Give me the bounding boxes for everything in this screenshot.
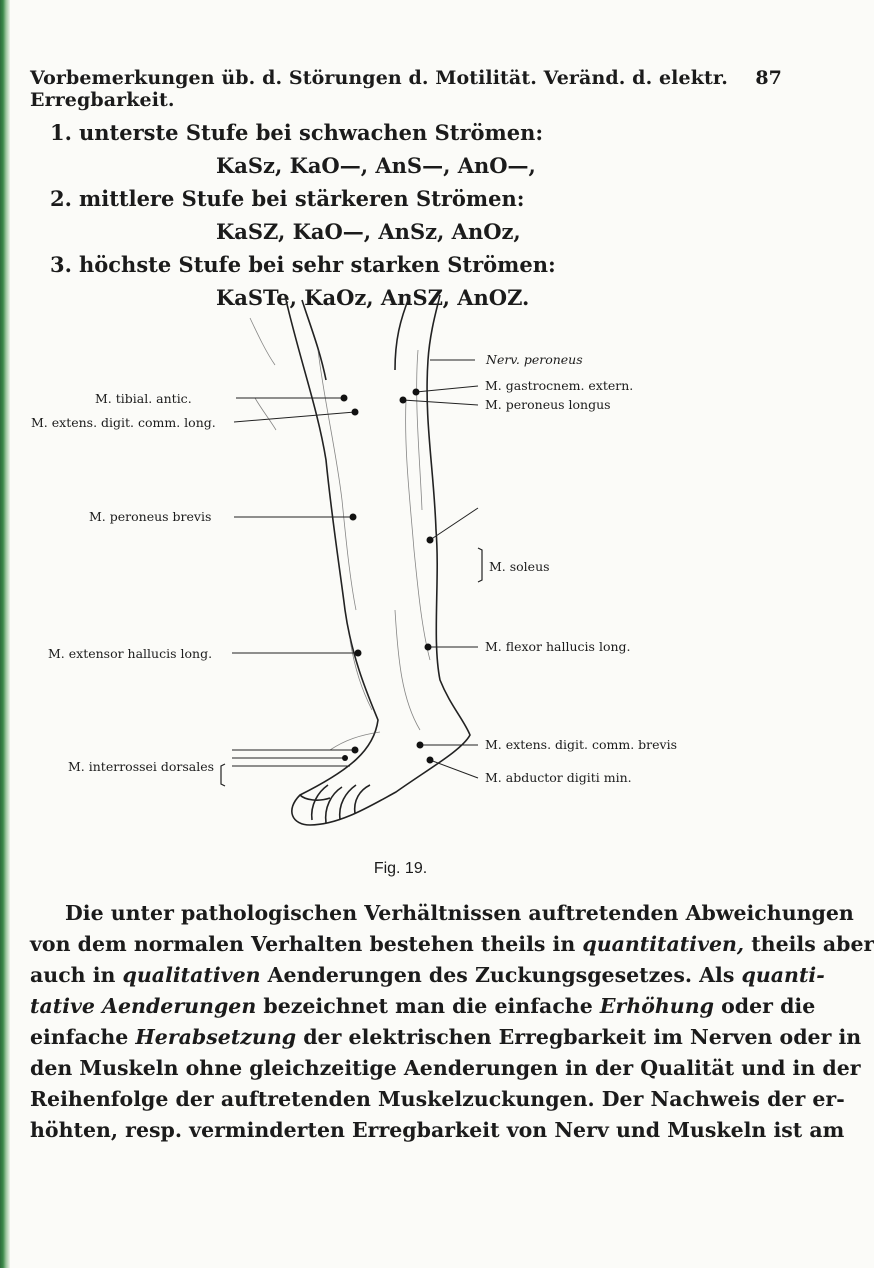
page-header (30, 67, 782, 111)
paragraph-line: einfache Herabsetzung der elektrischen Erregbarkeit im Nerven oder in (30, 1025, 862, 1049)
formula: KaSTe, KaOz, AnSZ, AnOZ. (216, 285, 530, 310)
figure-caption: Fig. 19. (373, 860, 428, 877)
label-flexor-hallucis: M. flexor hallucis long. (485, 639, 631, 654)
formula: KaSZ, KaO—, AnSz, AnOz, (216, 219, 521, 244)
running-title: Vorbemerkungen üb. d. Störungen d. Motilität. Veränd. d. elektr. Erregbarkeit. (30, 67, 728, 111)
paragraph-line: höhten, resp. verminderten Erregbarkeit von Nerv und Muskeln ist am (30, 1118, 845, 1142)
label-tibial: M. tibial. antic. (95, 391, 192, 406)
label-abductor: M. abductor digiti min. (485, 770, 632, 785)
label-soleus: M. soleus (489, 559, 550, 574)
paragraph-line: Reihenfolge der auftretenden Muskelzuckungen. Der Nachweis der er- (30, 1087, 845, 1111)
paragraph-line: von dem normalen Verhalten bestehen theils in quantitativen, theils aber (30, 932, 874, 956)
list-formula (50, 215, 750, 248)
page-number: 87 (755, 67, 782, 89)
label-nerv-peroneus: Nerv. peroneus (486, 352, 583, 367)
label-extens-brevis: M. extens. digit. comm. brevis (485, 737, 678, 752)
list-number: 2. (50, 186, 72, 211)
label-gastrocnem: M. gastrocnem. extern. (485, 378, 634, 393)
label-peroneus-brevis: M. peroneus brevis (89, 509, 212, 524)
paragraph-line: Die unter pathologischen Verhältnissen auftretenden Abweichungen (65, 901, 854, 925)
paragraph-line: den Muskeln ohne gleichzeitige Aenderungen in der Qualität und in der (30, 1056, 861, 1080)
list-number: 3. (50, 252, 72, 277)
list-number: 1. (50, 120, 72, 145)
list-item (50, 182, 750, 215)
list-text: unterste Stufe bei schwachen Strömen: (79, 120, 544, 145)
label-extens-long: M. extens. digit. comm. long. (31, 415, 216, 430)
list-text: mittlere Stufe bei stärkeren Strömen: (79, 186, 525, 211)
formula: KaSz, KaO—, AnS—, AnO—, (216, 153, 536, 178)
label-peroneus-longus: M. peroneus longus (485, 397, 611, 412)
list-item (50, 116, 750, 149)
list-item (50, 248, 750, 281)
list-formula (50, 149, 750, 182)
paragraph-line: auch in qualitativen Aenderungen des Zuckungsgesetzes. Als quanti- (30, 963, 825, 987)
leg-figure (0, 280, 801, 860)
paragraph-line: tative Aenderungen bezeichnet man die einfache Erhöhung oder die (30, 994, 816, 1018)
label-extensor-hallucis: M. extensor hallucis long. (48, 646, 213, 661)
label-interossei: M. interrossei dorsales (68, 759, 215, 774)
list-text: höchste Stufe bei sehr starken Strömen: (79, 252, 556, 277)
body-paragraph (30, 898, 874, 1146)
